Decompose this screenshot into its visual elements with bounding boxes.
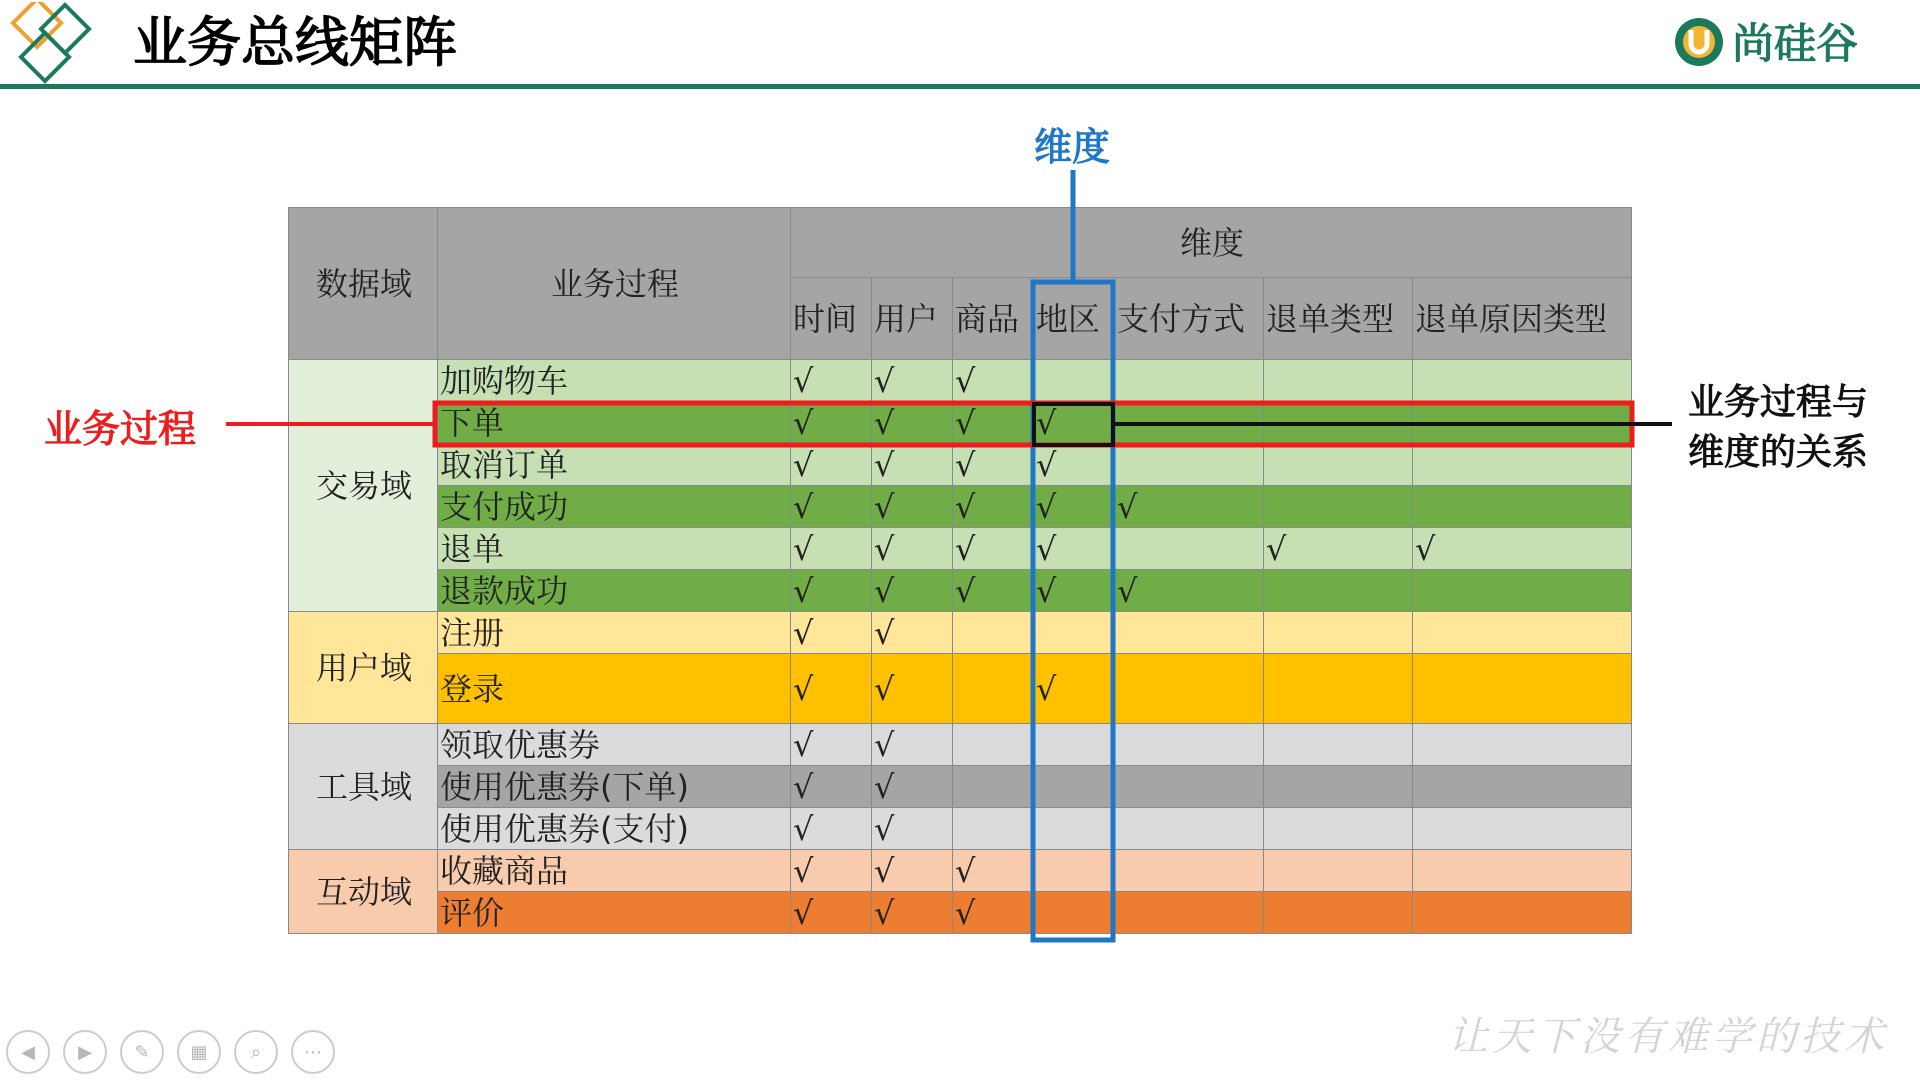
check-mark: √ xyxy=(874,767,895,806)
check-mark: √ xyxy=(955,529,976,568)
check-mark: √ xyxy=(793,361,814,400)
check-mark: √ xyxy=(793,613,814,652)
check-mark: √ xyxy=(793,851,814,890)
process-header: 业务过程 xyxy=(438,208,791,360)
check-mark: √ xyxy=(793,893,814,932)
check-mark: √ xyxy=(955,445,976,484)
relation-annotation-line2: 维度的关系 xyxy=(1688,432,1869,473)
check-mark: √ xyxy=(874,613,895,652)
check-mark: √ xyxy=(874,669,895,708)
check-mark: √ xyxy=(793,487,814,526)
process-cell: 使用优惠券(支付) xyxy=(438,808,791,850)
domain-cell: 用户域 xyxy=(289,612,438,724)
domain-cell: 工具域 xyxy=(289,724,438,850)
check-mark: √ xyxy=(793,403,814,442)
check-mark: √ xyxy=(955,487,976,526)
next-icon[interactable]: ▶ xyxy=(63,1030,107,1074)
check-mark: √ xyxy=(955,571,976,610)
check-mark: √ xyxy=(793,809,814,848)
check-mark: √ xyxy=(1036,403,1057,442)
check-mark: √ xyxy=(1266,529,1287,568)
process-cell: 支付成功 xyxy=(438,486,791,528)
check-mark: √ xyxy=(1036,669,1057,708)
check-mark: √ xyxy=(874,809,895,848)
check-mark: √ xyxy=(793,529,814,568)
process-cell: 取消订单 xyxy=(438,444,791,486)
zoom-icon[interactable]: ⌕ xyxy=(234,1030,278,1074)
process-cell: 评价 xyxy=(438,892,791,934)
dimension-annotation: 维度 xyxy=(1034,125,1111,169)
dimension-header: 支付方式 xyxy=(1115,278,1264,360)
check-mark: √ xyxy=(874,529,895,568)
check-mark: √ xyxy=(1036,445,1057,484)
check-mark: √ xyxy=(874,445,895,484)
pen-icon[interactable]: ✎ xyxy=(120,1030,164,1074)
process-cell: 退款成功 xyxy=(438,570,791,612)
region-column-highlight xyxy=(1033,282,1113,940)
order-region-cell-highlight xyxy=(1034,404,1113,445)
check-mark: √ xyxy=(874,851,895,890)
slogan-watermark: 让天下没有难学的技术 xyxy=(1448,1014,1888,1060)
check-mark: √ xyxy=(1036,487,1057,526)
slides-icon[interactable]: ▦ xyxy=(177,1030,221,1074)
check-mark: √ xyxy=(955,403,976,442)
dimension-header: 时间 xyxy=(791,278,872,360)
domain-cell: 交易域 xyxy=(289,360,438,612)
check-mark: √ xyxy=(793,571,814,610)
process-cell: 领取优惠券 xyxy=(438,724,791,766)
check-mark: √ xyxy=(793,669,814,708)
check-mark: √ xyxy=(793,445,814,484)
check-mark: √ xyxy=(793,725,814,764)
process-cell: 退单 xyxy=(438,528,791,570)
process-cell: 使用优惠券(下单) xyxy=(438,766,791,808)
check-mark: √ xyxy=(874,571,895,610)
previous-icon[interactable]: ◀ xyxy=(6,1030,50,1074)
check-mark: √ xyxy=(1117,487,1138,526)
check-mark: √ xyxy=(874,725,895,764)
domain-cell: 互动域 xyxy=(289,850,438,934)
slide-title: 业务总线矩阵 xyxy=(133,11,457,74)
check-mark: √ xyxy=(793,767,814,806)
check-mark: √ xyxy=(1117,571,1138,610)
check-mark: √ xyxy=(874,361,895,400)
check-mark: √ xyxy=(955,851,976,890)
process-cell: 注册 xyxy=(438,612,791,654)
check-mark: √ xyxy=(1036,529,1057,568)
dimension-header: 用户 xyxy=(872,278,953,360)
process-cell: 登录 xyxy=(438,654,791,724)
brand-name: 尚硅谷 xyxy=(1732,19,1859,68)
check-mark: √ xyxy=(1415,529,1436,568)
check-mark: √ xyxy=(874,487,895,526)
process-cell: 下单 xyxy=(438,402,791,444)
dimension-group-header: 维度 xyxy=(791,208,1632,278)
dimension-header: 地区 xyxy=(1034,278,1115,360)
check-mark: √ xyxy=(1036,571,1057,610)
dimension-header: 商品 xyxy=(953,278,1034,360)
relation-annotation-line1: 业务过程与 xyxy=(1688,382,1869,423)
check-mark: √ xyxy=(955,361,976,400)
process-cell: 加购物车 xyxy=(438,360,791,402)
domain-header: 数据域 xyxy=(289,208,438,360)
check-mark: √ xyxy=(874,893,895,932)
business-process-annotation: 业务过程 xyxy=(44,407,197,451)
more-icon[interactable]: ⋯ xyxy=(291,1030,335,1074)
dimension-header: 退单原因类型 xyxy=(1413,278,1632,360)
process-cell: 收藏商品 xyxy=(438,850,791,892)
dimension-header: 退单类型 xyxy=(1264,278,1413,360)
check-mark: √ xyxy=(874,403,895,442)
check-mark: √ xyxy=(955,893,976,932)
